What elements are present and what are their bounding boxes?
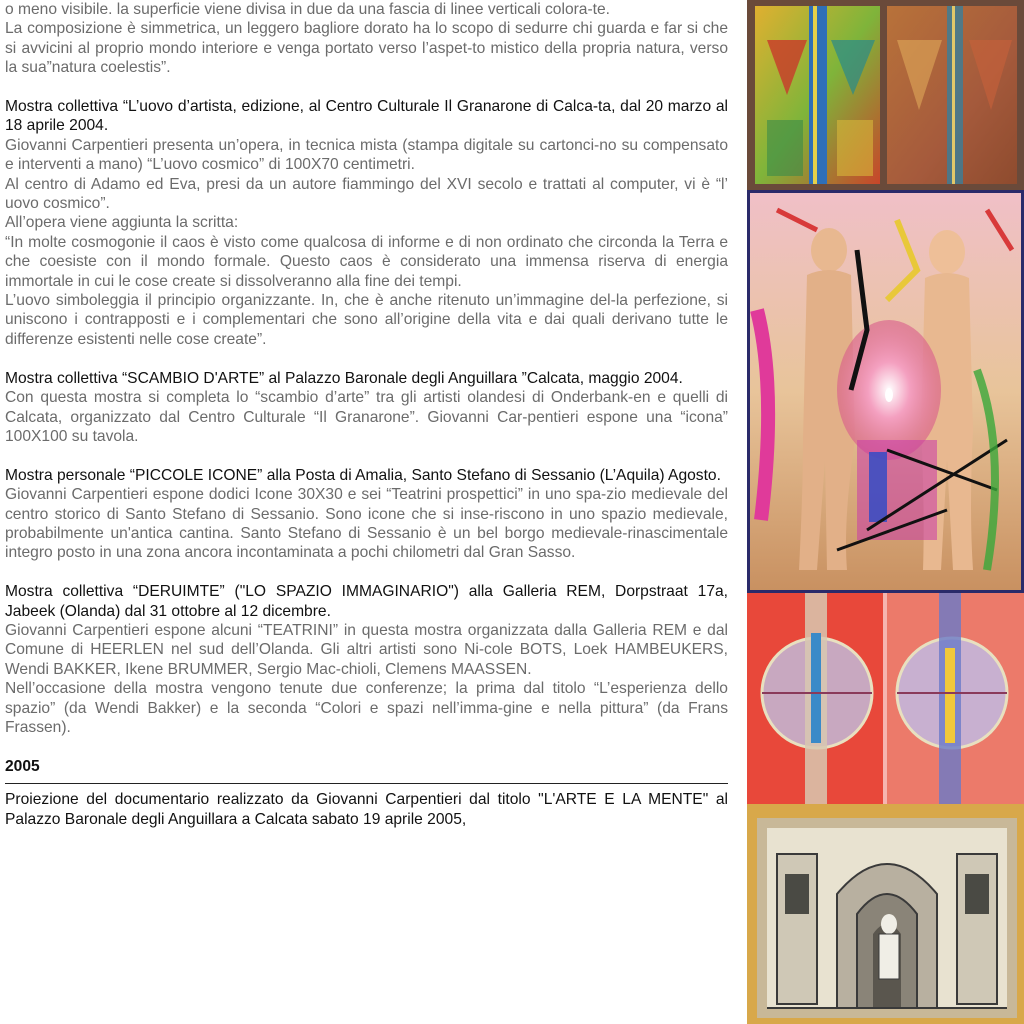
exhibition-heading: Proiezione del documentario realizzato da Giovanni Carpentieri dal titolo "L'ARTE E LA MENTE" al Palazzo Baronale degli Anguillara a Calcata sabato 19 aprile 2005, (5, 791, 728, 828)
year-heading: 2005 (5, 757, 40, 775)
paragraph: o meno visibile. la superficie viene divisa in due da una fascia di linee verticali colora-te. (5, 1, 611, 18)
section-gap (5, 446, 728, 465)
section-gap (5, 737, 728, 756)
exhibition-heading: Mostra collettiva “DERUIMTE” ("LO SPAZIO IMMAGINARIO") alla Galleria REM, Dorpstraat 17a, Jabeek (Olanda) dal 31 ottobre al 12 dicembre. (5, 583, 728, 620)
section-gap (5, 563, 728, 582)
artwork-red-circles (747, 593, 1024, 804)
divider (5, 783, 728, 784)
article-text (5, 0, 728, 829)
section-gap (5, 349, 728, 368)
paragraph: Giovanni Carpentieri espone dodici Icone 30X30 e sei “Teatrini prospettici” in uno spa-zio medievale del centro storico di Santo Stefano di Sessanio. Sono icone che si inse-riscono in uno spazio medievale, probabilmente un'antica cantina. Santo Stefano di Sessanio è un bel borgo medievale-rinascimentale integro posto in una zona ancora incontaminata a pochi chilometri dal Gran Sasso. (5, 486, 728, 562)
paragraph: Nell’occasione della mostra vengono tenute due conferenze; la prima dal titolo “L’esperienza dello spazio” (da Wendi Bakker) e la seconda “Colori e spazi nell’imma-gine e nella pittura” (da Frans Frassen). (5, 680, 728, 736)
paragraph: Con questa mostra si completa lo “scambio d’arte” tra gli artisti olandesi di Onderbank-en e quelli di Calcata, organizzato dal Centro Culturale “Il Granarone”. Giovanni Car-pentieri espone una “icona” 100X100 su tavola. (5, 389, 728, 445)
paragraph: L’uovo simboleggia il principio organizzante. In, che è anche ritenuto un’immagine del-la perfezione, si uniscono i contrapposti e i complementari che sono all’origine della vita e dai quali derivano tutte le differenze esistenti nelle cose create”. (5, 292, 728, 348)
artwork-diptych-bands (747, 0, 1024, 190)
paragraph: Al centro di Adamo ed Eva, presi da un autore fiammingo del XVI secolo e trattati al computer, vi è “l’ uovo cosmico”. (5, 175, 728, 213)
paragraph: Giovanni Carpentieri espone alcuni “TEATRINI” in questa mostra organizzata dalla Galleria REM e dal Comune di HEERLEN nel sud dell’Olanda. Gli altri artisti sono Ni-cole BOTS, Loek HAMBEUKERS, Wendi BAKKER, Ikene BRUMMER, Sergio Mac-chioli, Clemens MAASSEN. (5, 621, 728, 678)
exhibition-heading: Mostra personale “PICCOLE ICONE” alla Posta di Amalia, Santo Stefano di Sessanio (L’Aquila) Agosto. (5, 466, 721, 484)
exhibition-heading: Mostra collettiva “SCAMBIO D'ARTE” al Palazzo Baronale degli Anguillara ”Calcata, maggio 2004. (5, 369, 683, 387)
paragraph: Giovanni Carpentieri presenta un’opera, in tecnica mista (stampa digitale su cartonci-no su compensato e interventi a mano) “L’uovo cosmico” di 100X70 centimetri. (5, 136, 728, 174)
artwork-perspective-theatre (747, 804, 1024, 1024)
paragraph: La composizione è simmetrica, un leggero bagliore dorato ha lo scopo di sedurre chi guarda e far si che si avvicini al proprio mondo interiore e venga portato verso l’aspet-to mistico della propria natura, verso la sua”natura coelestis”. (5, 20, 728, 77)
section-gap (5, 78, 728, 97)
paragraph: All’opera viene aggiunta la scritta: (5, 214, 239, 232)
exhibition-heading: Mostra collettiva “L’uovo d’artista, edizione, al Centro Culturale Il Granarone di Calca-ta, dal 20 marzo al 18 aprile 2004. (5, 98, 728, 135)
artwork-cosmic-egg (747, 190, 1024, 593)
artwork-column (747, 0, 1024, 1024)
paragraph: “In molte cosmogonie il caos è visto come qualcosa di informe e di non ordinato che circonda la Terra e che coesiste con il mondo formale. Questo caos è considerato una immensa riserva di energia immortale in cui le cose create si dissolveranno alla fine dei tempi. (5, 233, 728, 290)
